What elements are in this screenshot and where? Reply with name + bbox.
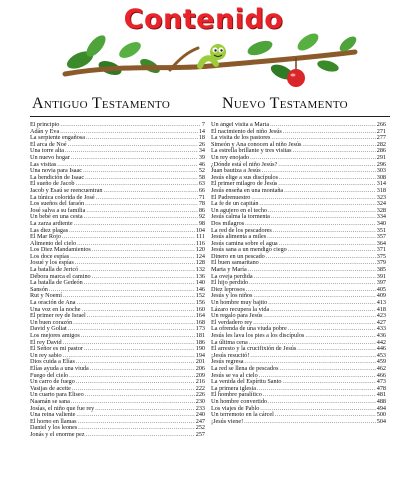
dot-leader xyxy=(60,122,201,129)
toc-entry-title: El nacimiento del niño Jesús xyxy=(211,127,282,135)
toc-entry-title: El sueño de Jacob xyxy=(30,180,75,188)
toc-entry-title: Los doce espías xyxy=(30,252,70,260)
dot-leader xyxy=(65,148,198,155)
toc-entry-title: La ofrenda de una viuda pobre xyxy=(211,325,287,333)
toc-entry-page: 18 xyxy=(198,134,205,142)
toc-entry-title: Los sueños del faraón xyxy=(30,200,85,208)
dot-leader xyxy=(260,406,375,413)
dot-leader xyxy=(86,135,198,142)
toc-entry-page: 104 xyxy=(195,226,205,234)
toc-entry-page: 364 xyxy=(376,239,386,247)
toc-entry-title: Un terremoto en la cárcel xyxy=(211,411,274,419)
toc-entry-page: 132 xyxy=(195,266,205,274)
page-title: Contenido xyxy=(123,4,284,35)
dot-leader xyxy=(84,214,198,221)
toc-entry-title: Naamán se sana xyxy=(30,397,70,405)
dot-leader xyxy=(90,366,195,373)
toc-entry-page: 436 xyxy=(376,332,386,339)
toc-entry-title: La oración de Ana xyxy=(30,299,76,307)
toc-entry-title: Una reina valiente xyxy=(30,411,76,419)
dot-leader xyxy=(259,201,375,208)
dot-leader xyxy=(263,313,375,320)
dot-leader xyxy=(297,346,375,353)
toc-entry-page: 26 xyxy=(198,140,205,148)
dot-leader xyxy=(77,300,195,307)
toc-entry xyxy=(211,419,386,426)
toc-entry-page: 391 xyxy=(376,272,386,280)
toc-entry-page: 453 xyxy=(376,351,386,359)
toc-entry-title: Un ángel visita a María xyxy=(211,122,270,128)
dot-leader xyxy=(273,228,376,235)
dot-leader xyxy=(293,148,376,155)
dot-leader xyxy=(84,346,195,353)
toc-entry-title: Las diez plagas xyxy=(30,226,69,234)
toc-entry-page: 271 xyxy=(376,127,386,135)
dot-leader xyxy=(263,392,376,399)
toc-entry-title: Débora marca el camino xyxy=(30,272,91,280)
toc-entry-title: La red de los pescadores xyxy=(211,226,272,234)
toc-entry-page: 328 xyxy=(376,206,386,214)
toc-entry-page: 466 xyxy=(376,371,386,379)
toc-entry-page: 291 xyxy=(376,153,386,161)
toc-entry-page: 168 xyxy=(195,318,205,326)
toc-entry-page: 308 xyxy=(376,173,386,181)
toc-entry-title: El primer rey de Israel xyxy=(30,312,86,320)
dot-leader xyxy=(262,168,376,175)
dot-leader xyxy=(275,412,376,419)
toc-entry-page: 409 xyxy=(376,292,386,300)
toc-entry-page: 201 xyxy=(195,358,205,366)
toc-entry-page: 433 xyxy=(376,325,386,333)
toc-entry-title: El arresto y la crucifixión de Jesús xyxy=(211,345,297,353)
dot-leader xyxy=(251,195,375,202)
toc-entry-title: Dios cuida a Elías xyxy=(30,358,75,366)
new-testament-heading: Nuevo Testamento xyxy=(222,95,348,112)
toc-entry-title: Dos milagros xyxy=(211,219,245,227)
toc-entry-title: Marta y María xyxy=(211,266,247,274)
dot-leader xyxy=(266,254,376,261)
dot-leader xyxy=(92,274,195,281)
toc-entry-title: Las visitas xyxy=(30,160,57,168)
toc-entry-title: Rut y Noemí xyxy=(30,292,62,300)
toc-entry-title: Sansón xyxy=(30,285,48,293)
dot-leader xyxy=(63,293,195,300)
toc-entry-title: Jesús calma la tormenta xyxy=(211,213,270,221)
toc-entry-page: 488 xyxy=(376,397,386,405)
toc-entry-page: 58 xyxy=(198,173,205,181)
toc-entry-page: 146 xyxy=(195,285,205,293)
toc-entry-page: 181 xyxy=(195,332,205,339)
toc-entry-title: Jonás y el enorme pez xyxy=(30,430,85,438)
dot-leader xyxy=(244,419,376,426)
dot-leader xyxy=(250,353,375,360)
toc-entry-title: Josías, el niño que fue rey xyxy=(30,404,95,412)
dot-leader xyxy=(83,168,198,175)
dot-leader xyxy=(254,274,376,281)
toc-entry-title: ¡Jesús resucitó! xyxy=(211,351,250,359)
toc-entry-page: 296 xyxy=(376,160,386,168)
dot-leader xyxy=(271,214,376,221)
toc-entry-page: 63 xyxy=(198,180,205,188)
toc-entry-page: 282 xyxy=(376,140,386,148)
toc-entry-page: 340 xyxy=(376,219,386,227)
toc-entry-title: Fuego del cielo xyxy=(30,371,69,379)
dot-leader xyxy=(79,267,194,274)
toc-entry-title: Daniel y los leones xyxy=(30,424,78,432)
dot-leader xyxy=(104,188,198,195)
toc-entry-page: 357 xyxy=(376,233,386,241)
toc-entry-title: Los mejores amigos xyxy=(30,332,80,339)
toc-entry-title: Simeón y Ana conocen al niño Jesús xyxy=(211,140,302,148)
dot-leader xyxy=(268,300,376,307)
dot-leader xyxy=(49,287,195,294)
toc-entry-title: La primera iglesia xyxy=(211,384,257,392)
toc-entry-title: La zarza ardiente xyxy=(30,219,73,227)
toc-entry-page: 206 xyxy=(195,364,205,372)
dot-leader xyxy=(82,307,195,314)
toc-entry-title: La serpiente engañosa xyxy=(30,134,85,142)
toc-entry-page: 303 xyxy=(376,167,386,175)
toc-entry-page: 266 xyxy=(376,122,386,128)
toc-entry-title: Jesús y los niños xyxy=(211,292,253,300)
dot-leader xyxy=(85,201,198,208)
toc-entry-page: 136 xyxy=(195,272,205,280)
dot-leader xyxy=(75,260,195,267)
toc-entry-page: 385 xyxy=(376,266,386,274)
dot-leader xyxy=(268,399,376,406)
toc-entry-title: El rey David xyxy=(30,338,62,346)
toc-entry-title: El primer milagro de Jesús xyxy=(211,180,278,188)
toc-entry-page: 462 xyxy=(376,364,386,372)
dot-leader xyxy=(279,241,376,248)
toc-entry-title: Un hombre convertido xyxy=(211,397,268,405)
dot-leader xyxy=(270,122,376,129)
toc-entry-page: 481 xyxy=(376,391,386,399)
toc-entry-page: 314 xyxy=(376,180,386,188)
toc-entry-page: 286 xyxy=(376,147,386,155)
dot-leader xyxy=(96,195,198,202)
toc-entry xyxy=(30,432,205,439)
toc-entry-page: 334 xyxy=(376,213,386,221)
dot-leader xyxy=(284,188,376,195)
toc-entry-page: 92 xyxy=(198,213,205,221)
dot-leader xyxy=(283,129,376,136)
toc-entry-page: 164 xyxy=(195,312,205,320)
toc-entry-page: 473 xyxy=(376,378,386,386)
dot-leader xyxy=(76,412,194,419)
toc-entry-page: 371 xyxy=(376,246,386,254)
branch-with-worm-illustration xyxy=(60,30,360,94)
toc-entry-page: 257 xyxy=(195,430,205,438)
toc-entry-page: 240 xyxy=(195,411,205,419)
toc-entry-title: La visita de los pastores xyxy=(211,134,271,142)
dot-leader xyxy=(86,208,197,215)
toc-entry-title: El Padrenuestro xyxy=(211,193,251,201)
toc-entry-title: El hijo perdido xyxy=(211,279,249,287)
dot-leader xyxy=(70,254,195,261)
toc-entry-title: Jesús les lava los pies a los discípulos xyxy=(211,332,305,339)
toc-entry-title: El principio xyxy=(30,122,60,128)
dot-leader xyxy=(282,379,375,386)
toc-entry-page: 323 xyxy=(376,193,386,201)
toc-entry-page: 351 xyxy=(376,226,386,234)
dot-leader xyxy=(63,353,195,360)
toc-entry-title: La batalla de Gedeón xyxy=(30,279,83,287)
toc-entry-page: 379 xyxy=(376,259,386,267)
dot-leader xyxy=(86,432,195,439)
toc-entry-page: 7 xyxy=(201,122,205,128)
dot-leader xyxy=(74,221,198,228)
toc-entry-page: 413 xyxy=(376,299,386,307)
toc-entry-title: Jacob y Esaú se reencuentran xyxy=(30,186,103,194)
toc-entry-title: ¡Jesús viene! xyxy=(211,417,244,425)
toc-entry-page: 152 xyxy=(195,292,205,300)
dot-leader xyxy=(249,280,376,287)
toc-entry-title: El arca de Noé xyxy=(30,140,67,148)
toc-entry-title: Dinero en un pescado xyxy=(211,252,265,260)
toc-entry-page: 423 xyxy=(376,312,386,320)
toc-entry-title: Una voz en la noche xyxy=(30,305,81,313)
dot-leader xyxy=(76,359,195,366)
toc-entry-page: 52 xyxy=(198,167,205,175)
dot-leader xyxy=(84,280,195,287)
toc-entry-page: 252 xyxy=(195,424,205,432)
toc-entry-page: 222 xyxy=(195,384,205,392)
toc-entry-page: 46 xyxy=(198,160,205,168)
toc-entry-page: 427 xyxy=(376,318,386,326)
toc-entry-title: Un carro de fuego xyxy=(30,378,75,386)
dot-leader xyxy=(270,307,375,314)
dot-leader xyxy=(87,313,195,320)
toc-entry-title: José salva a su familia xyxy=(30,206,86,214)
toc-entry-page: 209 xyxy=(195,371,205,379)
dot-leader xyxy=(280,366,376,373)
apple-icon xyxy=(287,58,305,87)
old-testament-heading: Antiguo Testamento xyxy=(32,95,171,112)
dot-leader xyxy=(85,175,198,182)
dot-leader xyxy=(288,247,376,254)
toc-entry-page: 226 xyxy=(195,391,205,399)
toc-entry-title: Jesús regresa xyxy=(211,358,244,366)
toc-entry-page: 405 xyxy=(376,285,386,293)
toc-entry-page: 500 xyxy=(376,411,386,419)
toc-entry-page: 324 xyxy=(376,200,386,208)
toc-entry-title: La batalla de Jericó xyxy=(30,266,79,274)
dot-leader xyxy=(302,142,375,149)
toc-entry-title: Los Diez Mandamientos xyxy=(30,246,91,254)
toc-entry-page: 230 xyxy=(195,397,205,405)
toc-entry-page: 277 xyxy=(376,134,386,142)
toc-entry-page: 318 xyxy=(376,186,386,194)
dot-leader xyxy=(260,260,376,267)
dot-leader xyxy=(71,155,198,162)
dot-leader xyxy=(279,175,376,182)
dot-leader xyxy=(257,386,376,393)
dot-leader xyxy=(267,234,376,241)
toc-entry-title: Una torre alta xyxy=(30,147,65,155)
dot-leader xyxy=(95,406,194,413)
toc-entry-title: David y Goliat xyxy=(30,325,67,333)
dot-leader xyxy=(73,320,194,327)
toc-entry-title: Josué y los espías xyxy=(30,259,74,267)
toc-entry-title: Jesús enseña en una montaña xyxy=(211,186,284,194)
toc-entry-page: 34 xyxy=(198,147,205,155)
dot-leader xyxy=(76,379,195,386)
toc-entry-page: 14 xyxy=(198,127,205,135)
dot-leader xyxy=(69,373,195,380)
toc-entry-page: 459 xyxy=(376,358,386,366)
toc-entry-page: 190 xyxy=(195,345,205,353)
dot-leader xyxy=(278,181,375,188)
toc-entry-title: Un cuarto para Eliseo xyxy=(30,391,84,399)
dot-leader xyxy=(278,162,375,169)
toc-entry-title: Una novia para Isaac xyxy=(30,167,83,175)
toc-entry-title: Diez leprosos xyxy=(211,285,245,293)
dot-leader xyxy=(81,333,195,340)
new-testament-list xyxy=(211,122,386,500)
toc-entry-title: Un agujero en el techo xyxy=(211,206,268,214)
toc-entry-page: 156 xyxy=(195,299,205,307)
toc-entry-page: 247 xyxy=(195,417,205,425)
toc-entry-page: 39 xyxy=(198,153,205,161)
toc-entry-page: 418 xyxy=(376,305,386,313)
toc-entry-page: 140 xyxy=(195,279,205,287)
toc-entry-page: 66 xyxy=(198,186,205,194)
toc-entry-page: 494 xyxy=(376,404,386,412)
toc-entry-title: La última cena xyxy=(211,338,248,346)
toc-entry-title: Lázaro recupera la vida xyxy=(211,305,270,313)
toc-entry-title: Alimento del cielo xyxy=(30,239,77,247)
toc-entry-page: 128 xyxy=(195,259,205,267)
toc-entry-page: 160 xyxy=(195,305,205,313)
toc-entry-title: Jesús camina sobre el agua xyxy=(211,239,278,247)
toc-entry-title: Un bebé en una cesta xyxy=(30,213,83,221)
dot-leader xyxy=(78,425,194,432)
toc-entry-title: Adán y Eva xyxy=(30,127,60,135)
toc-entry-page: 173 xyxy=(195,325,205,333)
toc-entry-page: 86 xyxy=(198,206,205,214)
toc-entry-title: Los viajes de Pablo xyxy=(211,404,260,412)
toc-entry-title: El buen samaritano xyxy=(211,259,259,267)
dot-leader xyxy=(78,419,195,426)
dot-leader xyxy=(268,208,376,215)
toc-entry-title: Un nuevo hogar xyxy=(30,153,70,161)
dot-leader xyxy=(77,241,195,248)
heading-divider xyxy=(30,116,390,117)
dot-leader xyxy=(68,326,195,333)
toc-entry-page: 504 xyxy=(376,417,386,425)
toc-entry-title: Vasijas de aceite xyxy=(30,384,71,392)
toc-entry-title: Un rey sabio xyxy=(30,351,62,359)
toc-entry-title: Un rey enojado xyxy=(211,153,250,161)
toc-entry-page: 397 xyxy=(376,279,386,287)
dot-leader xyxy=(72,386,195,393)
toc-entry-page: 78 xyxy=(198,200,205,208)
toc-entry-title: El horno en llamas xyxy=(30,417,77,425)
dot-leader xyxy=(248,267,376,274)
dot-leader xyxy=(68,142,198,149)
toc-entry-title: La estrella brillante y tres visitas xyxy=(211,147,292,155)
toc-entry-page: 186 xyxy=(195,338,205,346)
toc-entry-page: 194 xyxy=(195,351,205,359)
toc-entry-title: El verdadero rey xyxy=(211,318,253,326)
toc-entry-page: 71 xyxy=(198,193,205,201)
dot-leader xyxy=(246,287,376,294)
toc-entry-title: La venida del Espíritu Santo xyxy=(211,378,282,386)
toc-entry-title: La red se llena de pescados xyxy=(211,364,279,372)
toc-entry-page: 116 xyxy=(195,239,205,247)
toc-entry-title: Elías ayuda a una viuda xyxy=(30,364,89,372)
toc-entry-title: La fe de un capitán xyxy=(211,200,259,208)
toc-entry xyxy=(30,155,205,162)
toc-entry-page: 442 xyxy=(376,338,386,346)
toc-entry-title: Un hombre muy bajito xyxy=(211,299,268,307)
toc-entry-title: El Mar Rojo xyxy=(30,233,61,241)
header xyxy=(0,0,407,95)
dot-leader xyxy=(253,293,375,300)
dot-leader xyxy=(69,228,195,235)
toc-entry-title: Jesús alimenta a miles xyxy=(211,233,267,241)
toc-entry-title: La bendición de Isaac xyxy=(30,173,85,181)
toc-entry-title: La túnica colorida de José xyxy=(30,193,95,201)
toc-entry-title: Un buen corazón xyxy=(30,318,73,326)
toc-entry-title: Jesús se va al cielo xyxy=(211,371,258,379)
toc-entry-page: 233 xyxy=(195,404,205,412)
toc-entry-page: 216 xyxy=(195,378,205,386)
toc-entry-page: 446 xyxy=(376,345,386,353)
toc-entry-title: Un regalo para Jesús xyxy=(211,312,263,320)
toc-entry-page: 120 xyxy=(195,246,205,254)
toc-entry-title: La oveja perdida xyxy=(211,272,253,280)
dot-leader xyxy=(62,234,195,241)
toc-entry-page: 98 xyxy=(198,219,205,227)
toc-entry-title: El Señor es mi pastor xyxy=(30,345,83,353)
toc-entry xyxy=(30,280,205,287)
toc-entry-page: 124 xyxy=(195,252,205,260)
toc-entry-page: 375 xyxy=(376,252,386,260)
toc-entry-title: Juan bautiza a Jesús xyxy=(211,167,261,175)
dot-leader xyxy=(305,333,375,340)
toc-entry-page: 478 xyxy=(376,384,386,392)
dot-leader xyxy=(85,392,195,399)
toc-entry-title: ¿Dónde está el niño Jesús? xyxy=(211,160,278,168)
toc-entry-title: El hombre paralítico xyxy=(211,391,262,399)
old-testament-list xyxy=(30,122,205,500)
dot-leader xyxy=(92,247,195,254)
toc-entry-title: Jesús elige a sus discípulos xyxy=(211,173,279,181)
toc-entry-title: Jesús sana a un mendigo ciego xyxy=(211,246,287,254)
toc-entry-page: 111 xyxy=(196,233,205,241)
